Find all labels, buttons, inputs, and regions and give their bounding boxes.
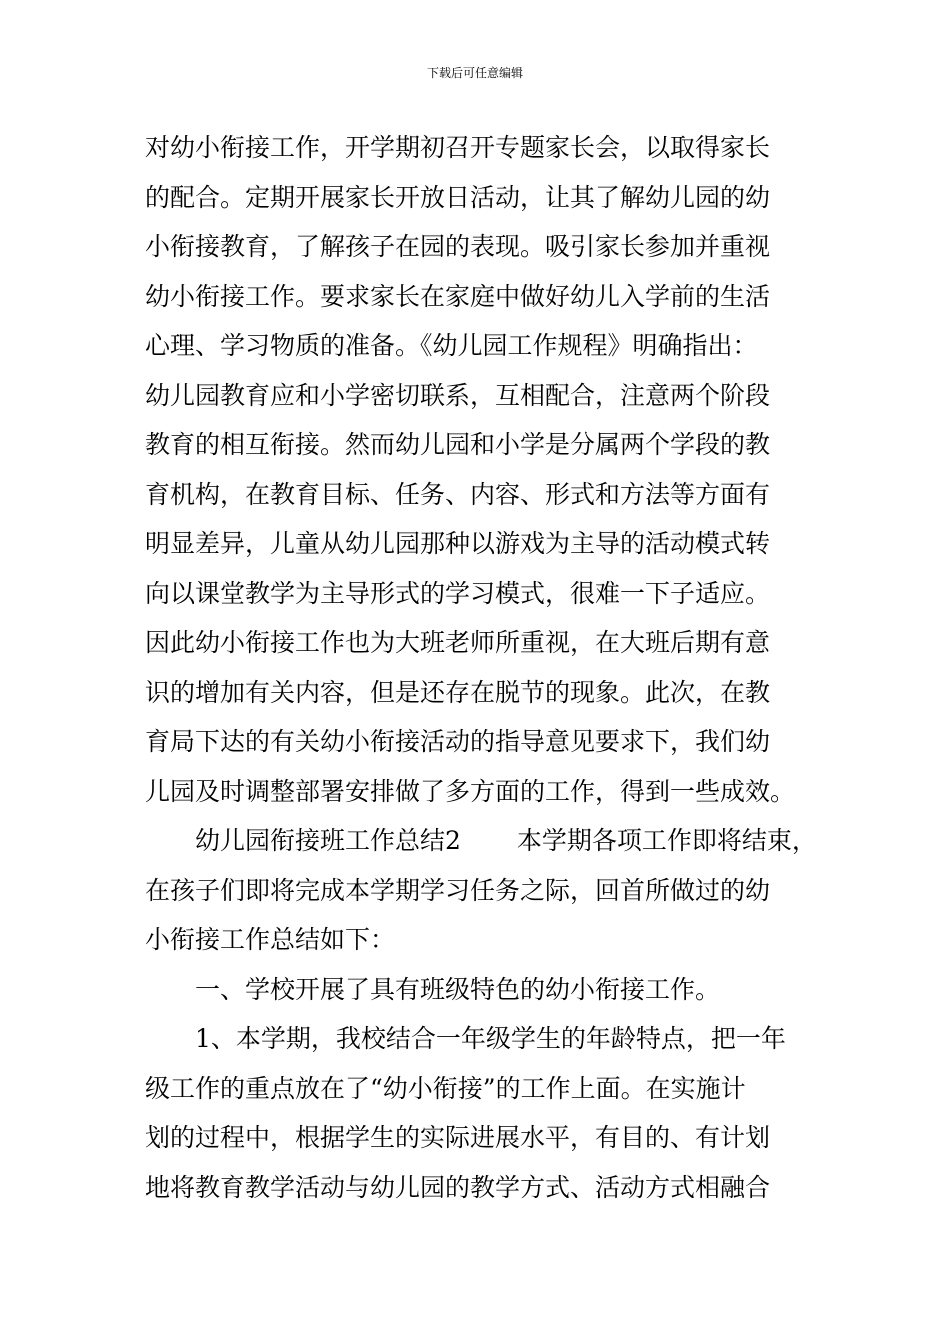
text-line: 在孩子们即将完成本学期学习任务之际，回首所做过的幼 xyxy=(145,875,771,905)
text-line: 育局下达的有关幼小衔接活动的指导意见要求下，我们幼 xyxy=(145,727,771,756)
section-title: 幼儿园衔接班工作总结2 xyxy=(195,826,461,855)
text-line: 幼儿园教育应和小学密切联系，互相配合，注意两个阶段 xyxy=(145,380,771,410)
text-line: 的配合。定期开展家长开放日活动，让其了解幼儿园的幼 xyxy=(145,182,771,212)
heading-1 xyxy=(145,965,825,1015)
document-body xyxy=(145,123,825,1212)
text-line: 心理、学习物质的准备。《幼儿园工作规程》明确指出： xyxy=(145,331,758,360)
text-line: 幼小衔接工作。要求家长在家庭中做好幼儿入学前的生活 xyxy=(145,281,771,311)
page-header: 下载后可任意编辑 xyxy=(426,66,523,80)
text-line: 级工作的重点放在了“幼小衔接”的工作上面。在实施计 xyxy=(145,1073,746,1103)
section-heading: 一、学校开展了具有班级特色的幼小衔接工作。 xyxy=(195,974,721,1004)
text-line: 教育的相互衔接。然而幼儿园和小学是分属两个学段的教 xyxy=(145,430,771,459)
text-line: 因此幼小衔接工作也为大班老师所重视，在大班后期有意 xyxy=(145,628,771,657)
text-line: 育机构，在教育目标、任务、内容、形式和方法等方面有 xyxy=(145,479,771,509)
text-line: 划的过程中，根据学生的实际进展水平，有目的、有计划 xyxy=(145,1123,771,1152)
text-line: 对幼小衔接工作，开学期初召开专题家长会，以取得家长 xyxy=(145,133,771,162)
paragraph-3 xyxy=(145,1014,825,1212)
text-line: 小衔接教育，了解孩子在园的表现。吸引家长参加并重视 xyxy=(145,232,771,261)
text-line: 小衔接工作总结如下： xyxy=(145,925,396,954)
text-fragment: 本学期各项工作即将结束， xyxy=(516,826,817,855)
paragraph-1 xyxy=(145,123,825,816)
section-title-line xyxy=(145,816,825,866)
text-line: 儿园及时调整部署安排做了多方面的工作，得到一些成效。 xyxy=(145,776,796,806)
text-line: 1、本学期，我校结合一年级学生的年龄特点，把一年 xyxy=(195,1024,786,1053)
text-line: 明显差异，儿童从幼儿园那种以游戏为主导的活动模式转 xyxy=(145,529,771,558)
paragraph-2 xyxy=(145,816,825,965)
text-line: 地将教育教学活动与幼儿园的教学方式、活动方式相融合 xyxy=(145,1172,771,1202)
text-line: 向以课堂教学为主导形式的学习模式，很难一下子适应。 xyxy=(145,578,771,608)
text-line: 识的增加有关内容，但是还存在脱节的现象。此次，在教 xyxy=(145,677,771,707)
